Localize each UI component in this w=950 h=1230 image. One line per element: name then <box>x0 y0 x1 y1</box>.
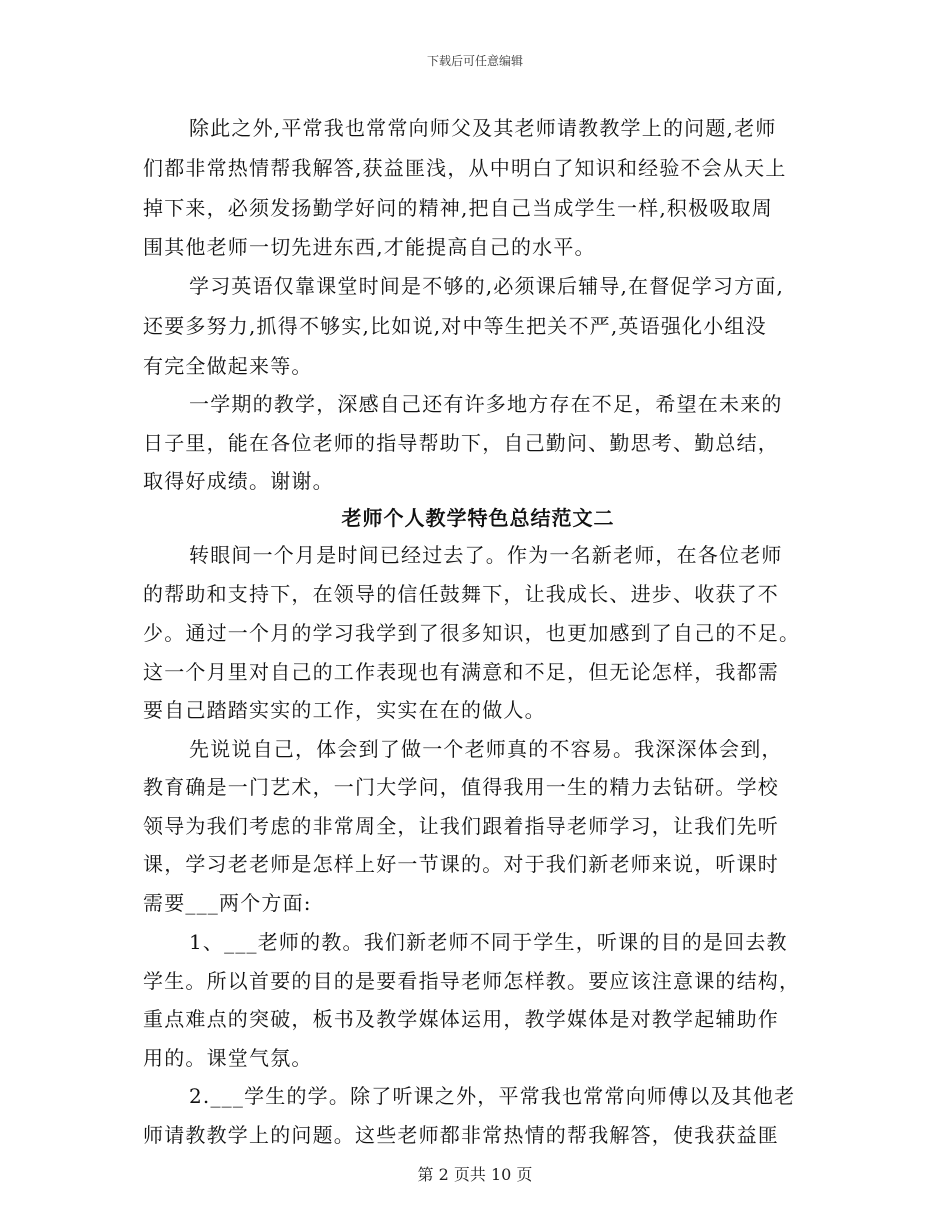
text-line: 领导为我们考虑的非常周全，让我们跟着指导老师学习，让我们先听 <box>143 814 779 838</box>
text-line: 的帮助和支持下，在领导的信任鼓舞下，让我成长、进步、收获了不 <box>143 582 779 606</box>
text-line: 课，学习老老师是怎样上好一节课的。对于我们新老师来说，听课时 <box>143 852 779 876</box>
page-header: 下载后可任意编辑 <box>426 54 523 68</box>
text-line: 2.___学生的学。除了听课之外，平常我也常常向师傅以及其他老 <box>189 1084 796 1108</box>
text-line: 日子里，能在各位老师的指导帮助下，自己勤问、勤思考、勤总结， <box>143 431 779 455</box>
section-title: 老师个人教学特色总结范文二 <box>341 506 615 530</box>
text-line: 学习英语仅靠课堂时间是不够的,必须课后辅导,在督促学习方面, <box>189 274 785 298</box>
text-line: 学生。所以首要的目的是要看指导老师怎样教。要应该注意课的结构， <box>143 969 801 993</box>
text-line: 围其他老师一切先进东西,才能提高自己的水平。 <box>143 235 596 259</box>
text-line: 转眼间一个月是时间已经过去了。作为一名新老师，在各位老师 <box>189 543 783 567</box>
text-line: 这一个月里对自己的工作表现也有满意和不足，但无论怎样，我都需 <box>143 660 779 684</box>
text-line: 需要___两个方面: <box>143 891 312 915</box>
text-line: 用的。课堂气氛。 <box>143 1046 313 1070</box>
text-line: 还要多努力,抓得不够实,比如说,对中等生把关不严,英语强化小组没 <box>143 314 767 338</box>
text-line: 少。通过一个月的学习我学到了很多知识，也更加感到了自己的不足。 <box>143 621 801 645</box>
text-line: 教育确是一门艺术，一门大学问，值得我用一生的精力去钻研。学校 <box>143 775 779 799</box>
text-line: 有完全做起来等。 <box>143 354 313 378</box>
text-line: 1、___老师的教。我们新老师不同于学生，听课的目的是回去教 <box>189 930 788 954</box>
text-line: 先说说自己，体会到了做一个老师真的不容易。我深深体会到， <box>189 737 783 761</box>
text-line: 师请教教学上的问题。这些老师都非常热情的帮我解答，使我获益匪 <box>143 1123 779 1147</box>
text-line: 重点难点的突破，板书及教学媒体运用，教学媒体是对教学起辅助作 <box>143 1007 779 1031</box>
text-line: 一学期的教学，深感自己还有许多地方存在不足，希望在未来的 <box>189 392 783 416</box>
text-line: 要自己踏踏实实的工作，实实在在的做人。 <box>143 698 546 722</box>
text-line: 除此之外,平常我也常常向师父及其老师请教教学上的问题,老师 <box>189 116 777 140</box>
text-line: 掉下来，必须发扬勤学好问的精神,把自己当成学生一样,积极吸取周 <box>143 196 773 220</box>
text-line: 们都非常热情帮我解答,获益匪浅，从中明白了知识和经验不会从天上 <box>143 156 787 180</box>
text-line: 取得好成绩。谢谢。 <box>143 469 334 493</box>
page-footer: 第 2 页共 10 页 <box>417 1165 533 1184</box>
